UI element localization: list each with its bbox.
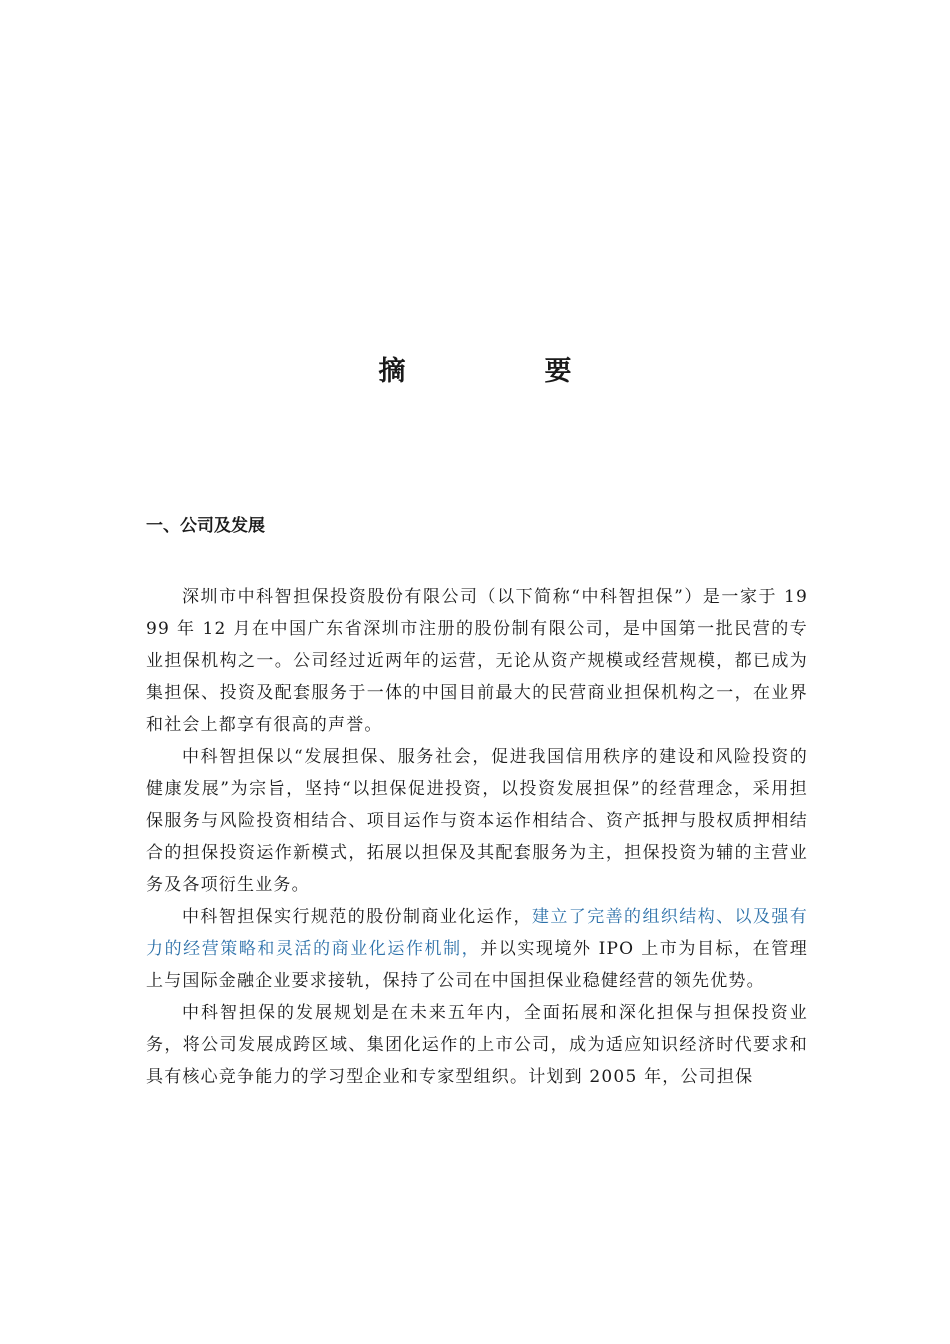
- document-body: [146, 581, 808, 1093]
- paragraph-4: [146, 997, 808, 1093]
- paragraph-3-text-start: 中科智担保实行规范的股份制商业化运作，: [182, 907, 532, 927]
- section-heading: 一、公司及发展: [146, 516, 265, 536]
- paragraph-3-highlighted-text: 建立了完善的组织结构、以及强有力的经营策略和灵活的商业化运作机制，: [146, 907, 808, 959]
- page-title: 摘 要: [378, 356, 628, 387]
- paragraph-2: [146, 741, 808, 901]
- paragraph-3-text-end: 并以实现境外 IPO 上市为目标，在管理上与国际金融企业要求接轨，保持了公司在中国担保业稳健经营的领先优势。: [146, 939, 808, 991]
- paragraph-3: [146, 901, 808, 997]
- paragraph-4-text: 中科智担保的发展规划是在未来五年内，全面拓展和深化担保与担保投资业务，将公司发展成跨区域、集团化运作的上市公司，成为适应知识经济时代要求和具有核心竞争能力的学习型企业和专家型组织。计划到 2005 年，公司担保: [146, 1003, 808, 1087]
- paragraph-1-text: 深圳市中科智担保投资股份有限公司（以下简称“中科智担保”）是一家于 1999 年 12 月在中国广东省深圳市注册的股份制有限公司，是中国第一批民营的专业担保机构之一。公司经过近两年的运营，无论从资产规模或经营规模，都已成为集担保、投资及配套服务于一体的中国目前最大的民营商业担保机构之一，在业界和社会上都享有很高的声誉。: [146, 587, 808, 735]
- paragraph-1: [146, 581, 808, 741]
- paragraph-2-text: 中科智担保以“发展担保、服务社会，促进我国信用秩序的建设和风险投资的健康发展”为宗旨，坚持“以担保促进投资，以投资发展担保”的经营理念，采用担保服务与风险投资相结合、项目运作与资本运作相结合、资产抵押与股权质押相结合的担保投资运作新模式，拓展以担保及其配套服务为主，担保投资为辅的主营业务及各项衍生业务。: [146, 747, 808, 895]
